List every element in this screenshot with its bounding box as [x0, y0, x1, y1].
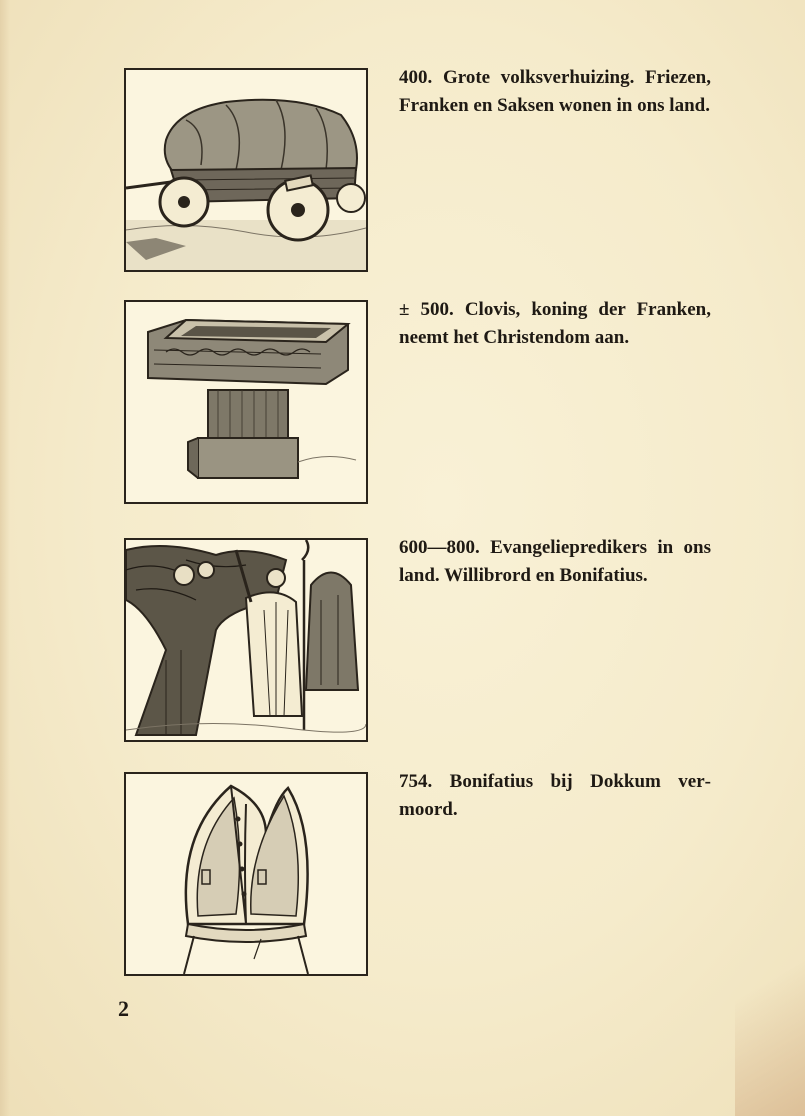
baptismal-font-icon: [126, 302, 366, 502]
missionary-icon: [126, 540, 366, 740]
illustration-frame: [124, 772, 368, 976]
timeline-entry-600-800: [124, 538, 734, 744]
illustration-frame: [124, 538, 368, 742]
entry-caption: 600—800. Evangeliepredikers in ons land. Willibrord en Bonifatius.: [399, 537, 711, 586]
illustration-frame: [124, 300, 368, 504]
entry-caption: 400. Grote volksverhuizing. Friezen, Franken en Saksen wonen in ons land.: [399, 67, 711, 116]
page-corner-stain: [735, 896, 805, 1116]
page-edge-left: [0, 0, 10, 1116]
illustration-frame: [124, 68, 368, 272]
timeline-entry-500: [124, 300, 734, 506]
page-number: 2: [118, 996, 129, 1021]
wagon-icon: [126, 70, 366, 270]
mitre-icon: [126, 774, 366, 974]
timeline-entry-754: [124, 772, 734, 978]
timeline-entry-400: [124, 68, 734, 274]
entry-caption: ± 500. Clovis, koning der Franken, neemt het Christendom aan.: [399, 299, 711, 348]
entry-caption: 754. Bonifatius bij Dokkum vermoord.: [399, 771, 711, 820]
